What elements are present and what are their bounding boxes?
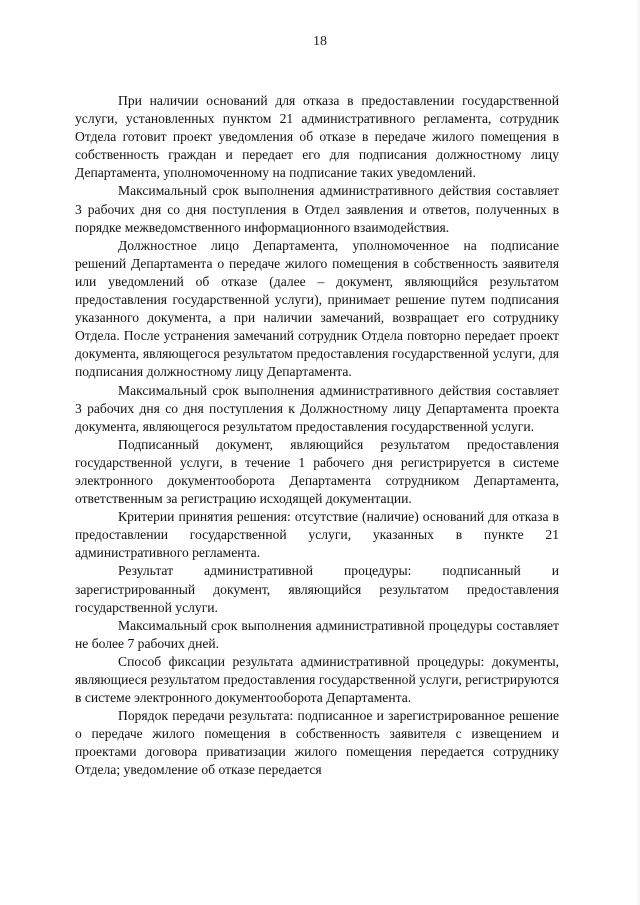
paragraph-procedure-result: Результат административной процедуры: подписанный и зарегистрированный документ, являющийся результатом предоставления государственной услуги. <box>75 563 559 615</box>
paragraph-registration: Подписанный документ, являющийся результатом предоставления государственной услуги, в течение 1 рабочего дня регистрируется в системе электронного документооборота Департамента сотрудником Департамента, ответственным за регистрацию исходящей документации. <box>75 436 559 507</box>
paragraph-result-fixation: Способ фиксации результата административной процедуры: документы, являющиеся результатом предоставления государственной услуги, регистрируются в системе электронного документооборота Департамента. <box>75 653 559 706</box>
page-number: 18 <box>313 34 327 49</box>
paragraph-max-term-notification: Максимальный срок выполнения административного действия составляет 3 рабочих дня со дня поступления в Отдел заявления и ответов, полученных в порядке межведомственного информационного взаимодействия. <box>75 183 559 235</box>
paragraph-max-term-signing: Максимальный срок выполнения административного действия составляет 3 рабочих дня со дня поступления к Должностному лицу Департамента проекта документа, являющегося результатом предоставления государственной услуги. <box>75 382 559 434</box>
paragraph-official-decision: Должностное лицо Департамента, уполномоченное на подписание решений Департамента о передаче жилого помещения в собственность заявителя или уведомлений об отказе (далее – документ, являющийся результатом предоставления государственной услуги), принимает решение путем подписания указанного документа, а при наличии замечаний, возвращает его сотруднику Отдела. После устранения замечаний сотрудник Отдела повторно передает проект документа, являющегося результатом предоставления государственной услуги, для подписания должностному лицу Департамента. <box>75 237 559 380</box>
scan-edge <box>636 0 640 905</box>
paragraph-decision-criteria: Критерии принятия решения: отсутствие (наличие) оснований для отказа в предоставлении государственной услуги, указанных в пункте 21 административного регламента. <box>75 509 559 561</box>
paragraph-max-term-procedure: Максимальный срок выполнения административной процедуры составляет не более 7 рабочих дней. <box>75 617 559 651</box>
paragraph-refusal-grounds: При наличии оснований для отказа в предоставлении государственной услуги, установленных пунктом 21 административного регламента, сотрудник Отдела готовит проект уведомления об отказе в передаче жилого помещения в собственность граждан и передает его для подписания должностному лицу Департамента, уполномоченному на подписание таких уведомлений. <box>75 93 559 181</box>
paragraph-result-transfer: Порядок передачи результата: подписанное и зарегистрированное решение о передаче жилого помещения в собственность заявителя с извещением и проектами договора приватизации жилого помещения передается сотруднику Отдела; уведомление об отказе передается <box>75 708 559 778</box>
body-text <box>75 92 559 780</box>
